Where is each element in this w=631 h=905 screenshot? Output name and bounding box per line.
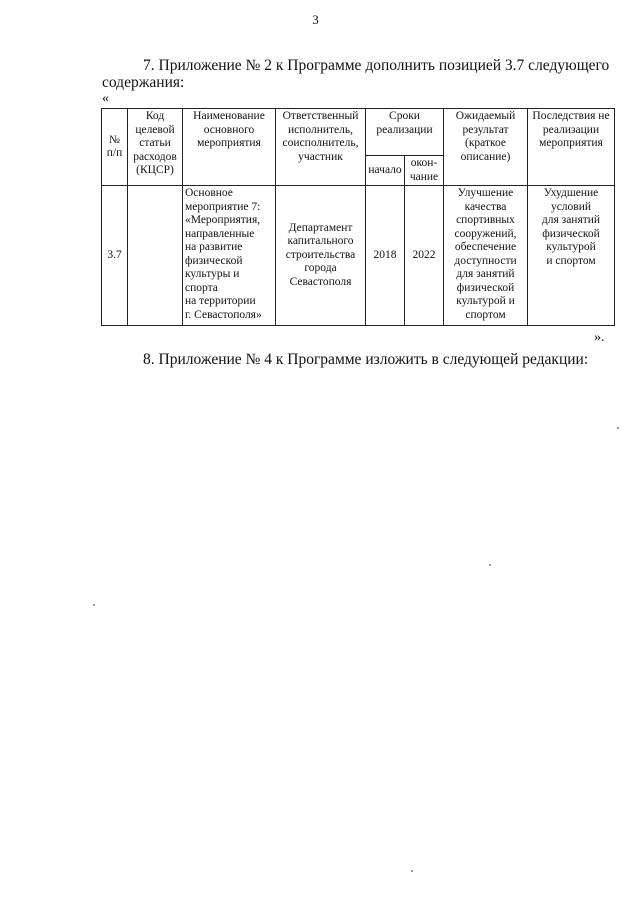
cell-expected-line: доступности xyxy=(454,254,517,267)
header-end: окон-чание xyxy=(405,156,444,186)
header-start: начало xyxy=(366,156,405,186)
paragraph-7-line-2: содержания: xyxy=(102,74,185,91)
scan-speck xyxy=(617,427,619,429)
paragraph-7 xyxy=(102,57,614,91)
cell-name-line: на развитие xyxy=(185,241,243,253)
cell-consequences xyxy=(528,186,615,326)
table-row xyxy=(102,186,615,326)
scan-speck xyxy=(93,604,95,606)
cell-name-line: мероприятие 7: xyxy=(185,200,261,213)
cell-responsible xyxy=(276,186,366,326)
table-header-row xyxy=(102,109,615,156)
cell-consequences-line: культурой xyxy=(546,241,596,253)
header-name: Наименование основного мероприятия xyxy=(183,109,276,186)
closing-quote: ». xyxy=(594,330,605,345)
header-code: Код целевой статьи расходов (КЦСР) xyxy=(128,109,183,186)
cell-consequences-line: и спортом xyxy=(546,254,596,267)
cell-num: 3.7 xyxy=(102,186,128,326)
cell-name-line: культуры и xyxy=(185,268,240,280)
cell-consequences-line: физической xyxy=(542,227,600,240)
cell-consequences-line: условий xyxy=(550,200,592,213)
cell-expected-line: обеспечение xyxy=(454,241,517,253)
cell-responsible-line: Севастополя xyxy=(289,275,352,288)
cell-expected-line: сооружений, xyxy=(454,227,517,240)
cell-name-line: направленные xyxy=(185,227,255,240)
cell-expected-line: физической xyxy=(456,281,515,294)
scan-speck xyxy=(411,870,413,872)
program-table xyxy=(101,108,615,326)
paragraph-7-line-1: 7. Приложение № 2 к Программе дополнить позицией 3.7 следующего xyxy=(143,57,610,74)
cell-name xyxy=(183,186,276,326)
cell-name-line: на территории xyxy=(185,295,256,307)
cell-name-line: спорта xyxy=(185,281,218,294)
scan-speck xyxy=(489,564,491,566)
header-consequences: Последствия не реализации мероприятия xyxy=(528,109,615,186)
cell-name-line: физической xyxy=(185,254,243,267)
paragraph-8: 8. Приложение № 4 к Программе изложить в следующей редакции: xyxy=(143,351,589,368)
cell-name-line: «Мероприятия, xyxy=(185,214,261,226)
cell-responsible-line: строительства xyxy=(285,248,356,261)
cell-expected-line: спортивных xyxy=(456,214,515,226)
cell-name-line: Основное xyxy=(185,187,233,199)
header-num: № п/п xyxy=(102,109,128,186)
opening-quote: « xyxy=(102,91,109,106)
cell-name-line: г. Севастополя» xyxy=(185,308,262,321)
cell-responsible-line: капитального xyxy=(287,235,354,248)
cell-consequences-line: Ухудшение xyxy=(543,187,599,199)
header-expected: Ожидаемый результат (краткое описание) xyxy=(444,109,528,186)
page-number: 3 xyxy=(312,12,319,27)
cell-expected xyxy=(444,186,528,326)
header-responsible: Ответственный исполнитель, соисполнитель, участник xyxy=(276,109,366,186)
header-terms: Сроки реализации xyxy=(366,109,444,156)
cell-expected-line: качества xyxy=(464,200,507,213)
cell-expected-line: культурой и xyxy=(456,295,515,307)
cell-expected-line: для занятий xyxy=(456,268,515,280)
cell-expected-line: спортом xyxy=(465,308,506,321)
cell-end: 2022 xyxy=(405,186,444,326)
cell-code xyxy=(128,186,183,326)
cell-start: 2018 xyxy=(366,186,405,326)
cell-responsible-line: города xyxy=(304,262,337,275)
cell-responsible-line: Департамент xyxy=(288,221,353,234)
cell-expected-line: Улучшение xyxy=(457,187,514,199)
cell-consequences-line: для занятий xyxy=(541,214,601,226)
